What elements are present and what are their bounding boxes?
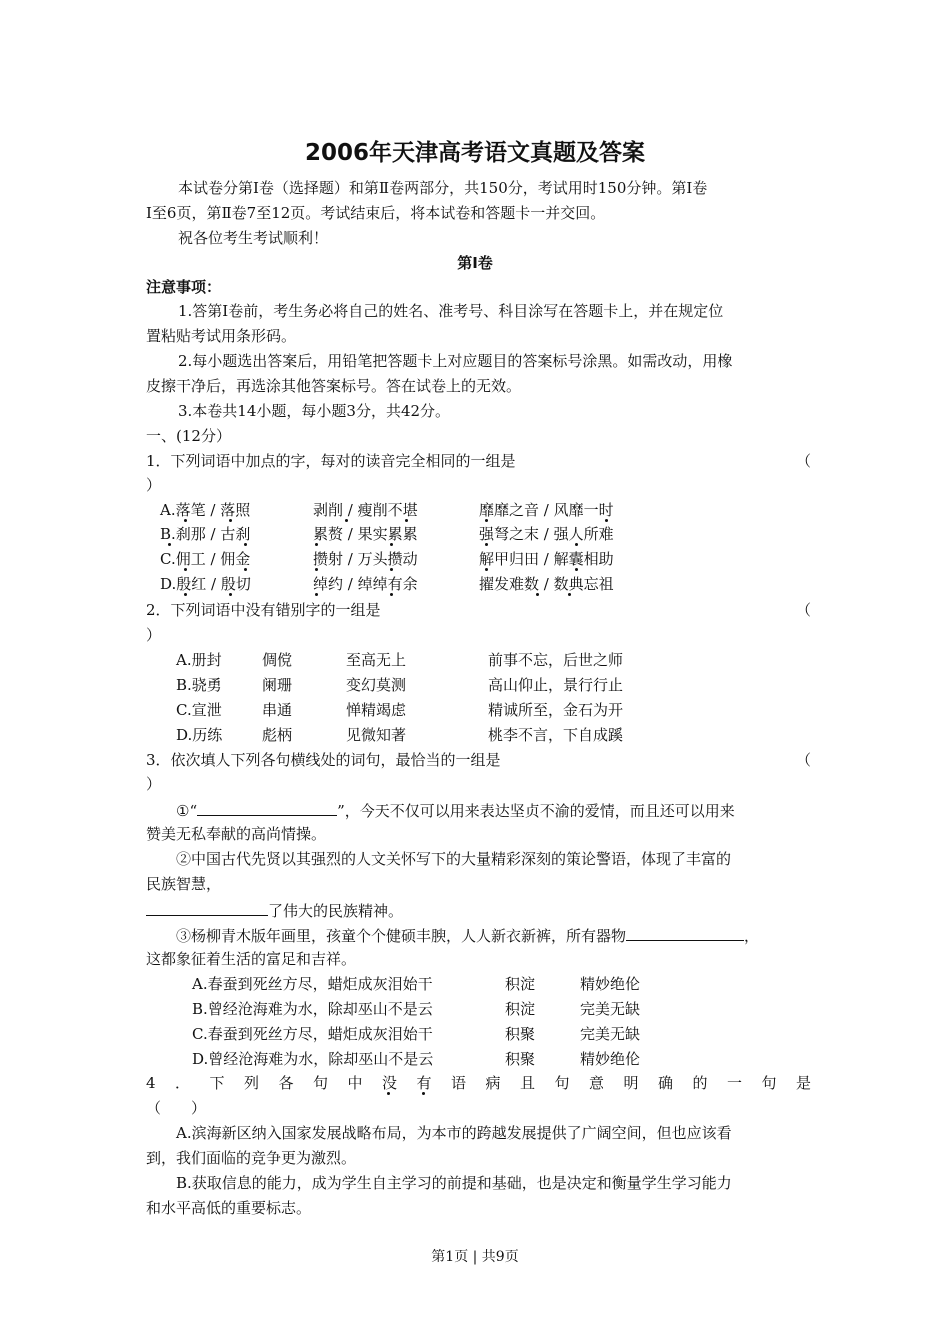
fill-blank[interactable]: [197, 799, 337, 816]
q2-option-b-col2: 阑珊: [262, 676, 293, 694]
q1-option-b-col2: 累赘 / 果实累累: [313, 525, 418, 543]
notice-item: 2.每小题选出答案后，用铅笔把答题卡上对应题目的答案标号涂黑。如需改动，用橡: [178, 352, 733, 370]
q2-option-b-col1: B.骁勇: [176, 676, 222, 694]
intro-wish: 祝各位考生考试顺利！: [178, 229, 329, 247]
q3-option-c-col2: 积聚: [505, 1025, 536, 1043]
emphasis-dot: [345, 519, 348, 522]
q3-s1-prefix: ①“: [176, 802, 198, 820]
q1-option-d-col3: 擢发难数 / 数典忘祖: [479, 575, 614, 593]
answer-paren-close: ）: [146, 476, 162, 494]
q2-option-d-col4: 桃李不言，下自成蹊: [488, 726, 624, 744]
notice-item: 皮擦干净后，再选涂其他答案标号。答在试卷上的无效。: [146, 377, 522, 395]
answer-paren-open: （: [796, 452, 812, 470]
notice-item: 置粘贴考试用条形码。: [146, 327, 297, 345]
q2-option-c-col3: 惮精竭虑: [346, 701, 407, 719]
q3-sentence-1: [176, 799, 735, 821]
q2-option-a-col2: 倜傥: [262, 651, 293, 669]
question-2-stem: 2．下列词语中没有错别字的一组是: [146, 601, 381, 619]
emphasis-dot: [575, 543, 578, 546]
q2-option-c-col4: 精诚所至，金石为开: [488, 701, 624, 719]
q4-option-b-line-2: 和水平高低的重要标志。: [146, 1199, 312, 1217]
page-footer: 第1页 | 共9页: [431, 1249, 519, 1265]
emphasis-dot: [605, 519, 608, 522]
q2-option-a-col3: 至高无上: [346, 651, 407, 669]
q3-option-b-col3: 完美无缺: [580, 1000, 641, 1018]
q2-option-d-col3: 见微知著: [346, 726, 407, 744]
q1-option-d-col1: D.殷红 / 殷切: [160, 575, 251, 593]
q3-option-a-col3: 精妙绝伦: [580, 975, 641, 993]
emphasis-dot: [405, 519, 408, 522]
emphasis-dot: [536, 593, 539, 596]
q3-option-b-col1: B.曾经沧海难为水，除却巫山不是云: [192, 1000, 433, 1018]
emphasis-dot: [485, 519, 488, 522]
q1-option-a-col2: 剥削 / 瘦削不堪: [313, 501, 418, 519]
q1-option-c-col2: 攒射 / 万头攒动: [313, 550, 418, 568]
emphasis-dot: [422, 1092, 425, 1095]
emphasis-dot: [229, 593, 232, 596]
q3-s2-line-3: [146, 899, 403, 921]
q3-s2-line-1: ②中国古代先贤以其强烈的人文关怀写下的大量精彩深刻的策论警语，体现了丰富的: [176, 850, 732, 868]
q3-s3-line-2: 这都象征着生活的富足和吉祥。: [146, 950, 357, 968]
answer-paren-close: ）: [146, 775, 162, 793]
q1-option-d-col2: 绰约 / 绰绰有余: [313, 575, 418, 593]
q4-option-a-line-1: A.滨海新区纳入国家发展战略布局，为本市的跨越发展提供了广阔空间，但也应该看: [176, 1124, 732, 1142]
emphasis-dot: [184, 519, 187, 522]
q1-option-a-col3: 靡靡之音 / 风靡一时: [479, 501, 614, 519]
answer-paren-open: （: [796, 751, 812, 769]
intro-line-1: 本试卷分第Ⅰ卷（选择题）和第Ⅱ卷两部分，共150分，考试用时150分钟。第Ⅰ卷: [178, 179, 708, 197]
emphasis-dot: [390, 593, 393, 596]
q3-option-c-col1: C.春蚕到死丝方尽，蜡炬成灰泪始干: [192, 1025, 433, 1043]
q3-option-d-col1: D.曾经沧海难为水，除却巫山不是云: [192, 1050, 434, 1068]
q2-option-b-col4: 高山仰止，景行行止: [488, 676, 624, 694]
emphasis-dot: [575, 568, 578, 571]
question-4-stem: 4．下列各句中没有语病且句意明确的一句是: [146, 1074, 831, 1092]
section-title: 第Ⅰ卷: [457, 254, 493, 272]
answer-paren-close: ）: [146, 626, 162, 644]
q1-option-c-col3: 解甲归田 / 解囊相助: [479, 550, 614, 568]
emphasis-dot: [184, 593, 187, 596]
q1-option-b-col3: 强弩之末 / 强人所难: [479, 525, 614, 543]
q3-option-d-col3: 精妙绝伦: [580, 1050, 641, 1068]
q2-option-b-col3: 变幻莫测: [346, 676, 407, 694]
emphasis-dot: [387, 1092, 390, 1095]
q3-option-b-col2: 积淀: [505, 1000, 536, 1018]
q3-s1-line-2: 赞美无私奉献的高尚情操。: [146, 825, 327, 843]
emphasis-dot: [244, 543, 247, 546]
q2-option-c-col2: 串通: [262, 701, 293, 719]
q4-option-a-line-2: 到，我们面临的竞争更为激烈。: [146, 1149, 357, 1167]
emphasis-dot: [315, 568, 318, 571]
q3-s2-line-2: 民族智慧，: [146, 875, 222, 893]
emphasis-dot: [485, 568, 488, 571]
q4-option-b-line-1: B.获取信息的能力，成为学生自主学习的前提和基础，也是决定和衡量学生学习能力: [176, 1174, 732, 1192]
q2-option-d-col2: 彪柄: [262, 726, 293, 744]
q3-option-d-col2: 积聚: [505, 1050, 536, 1068]
q3-option-a-col2: 积淀: [505, 975, 536, 993]
emphasis-dot: [390, 568, 393, 571]
q3-option-a-col1: A.春蚕到死丝方尽，蜡炬成灰泪始干: [192, 975, 433, 993]
emphasis-dot: [168, 543, 171, 546]
question-3-stem: 3．依次填人下列各句横线处的词句，最恰当的一组是: [146, 751, 501, 769]
emphasis-dot: [244, 568, 247, 571]
question-1-stem: 1．下列词语中加点的字，每对的读音完全相同的一组是: [146, 452, 516, 470]
document-title: 2006年天津高考语文真题及答案: [304, 140, 645, 166]
emphasis-dot: [229, 519, 232, 522]
intro-line-2: Ⅰ至6页，第Ⅱ卷7至12页。考试结束后，将本试卷和答题卡一并交回。: [146, 204, 606, 222]
q3-option-c-col3: 完美无缺: [580, 1025, 641, 1043]
fill-blank[interactable]: [626, 924, 744, 941]
q2-option-a-col4: 前事不忘，后世之师: [488, 651, 624, 669]
q3-s3-comma: ，: [744, 927, 760, 945]
q1-option-b-col1: B.刹那 / 古刹: [160, 525, 251, 543]
answer-paren-open: （: [796, 601, 812, 619]
q2-option-a-col1: A.册封: [176, 651, 222, 669]
q3-s1-suffix: ”，今天不仅可以用来表达坚贞不渝的爱情，而且还可以用来: [337, 802, 735, 820]
q3-s3-text: ③杨柳青木版年画里，孩童个个健硕丰腴，人人新衣新裤，所有器物: [176, 927, 627, 945]
q3-s2-line-3-text: 了伟大的民族精神。: [268, 902, 404, 920]
answer-paren: （ ）: [146, 1099, 207, 1117]
q2-option-c-col1: C.宣泄: [176, 701, 222, 719]
emphasis-dot: [485, 543, 488, 546]
emphasis-dot: [315, 593, 318, 596]
q1-option-c-col1: C.佣工 / 佣金: [160, 550, 251, 568]
emphasis-dot: [390, 543, 393, 546]
notice-heading: 注意事项：: [146, 278, 222, 296]
emphasis-dot: [568, 593, 571, 596]
notice-item: 1.答第Ⅰ卷前，考生务必将自己的姓名、准考号、科目涂写在答题卡上，并在规定位: [178, 302, 724, 320]
emphasis-dot: [315, 543, 318, 546]
q1-option-a-col1: A.落笔 / 落照: [160, 501, 251, 519]
q3-s3-line-1: [176, 924, 759, 946]
q2-option-d-col1: D.历练: [176, 726, 223, 744]
notice-item: 3.本卷共14小题，每小题3分，共42分。: [178, 402, 451, 420]
emphasis-dot: [184, 568, 187, 571]
part-one-heading: 一、(12分）: [146, 427, 231, 445]
fill-blank[interactable]: [146, 899, 268, 916]
